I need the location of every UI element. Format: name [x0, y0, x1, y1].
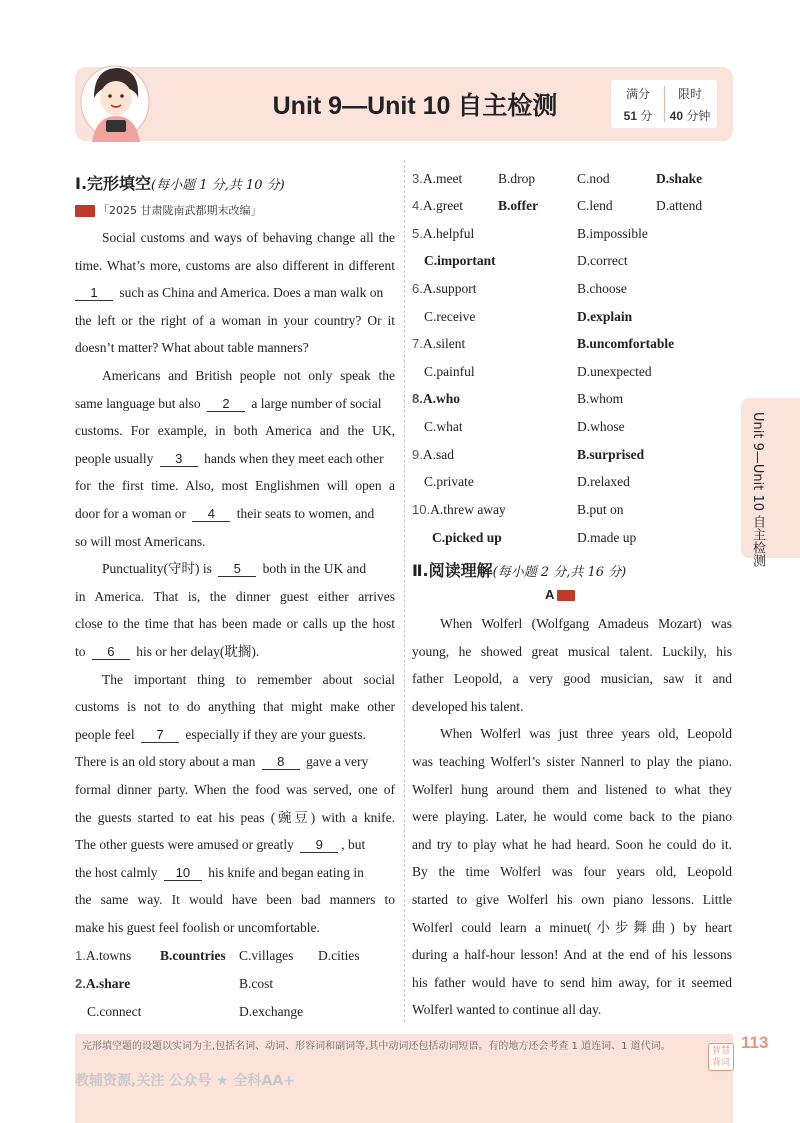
question-9-options [412, 446, 732, 464]
q5-option-b[interactable]: B.impossible [577, 226, 648, 241]
passage-line: time. What’s more, customs are also different in different [75, 257, 395, 273]
passage-line: developed his talent. [412, 698, 524, 714]
q7-option-c[interactable]: C.painful [424, 364, 475, 379]
full-score-label: 满分 [625, 87, 650, 101]
question-8-options-cont [412, 418, 732, 436]
q10-option-d[interactable]: D.made up [577, 530, 637, 545]
q8-option-d[interactable]: D.whose [577, 419, 625, 434]
passage-line: Social customs and ways of behaving change all the [102, 230, 395, 245]
q8-option-c[interactable]: C.what [424, 419, 463, 434]
passage-line: close to the time that has been made or calls up the host [75, 616, 395, 632]
passage-line: same language but also 2 a large number of social [75, 395, 382, 411]
side-tab-label: Unit 9—Unit 10 自主检测 [750, 412, 765, 568]
question-5-options [412, 225, 732, 243]
q8-option-b[interactable]: B.whom [577, 391, 624, 406]
q1-option-a[interactable]: 1.A.towns [75, 948, 132, 963]
q2-option-d[interactable]: D.exchange [239, 1004, 304, 1019]
q10-option-b[interactable]: B.put on [577, 502, 624, 517]
time-label: 限时 [677, 87, 702, 101]
blank-1: 1 [75, 285, 113, 301]
q5-option-d[interactable]: D.correct [577, 253, 628, 268]
q3-option-c[interactable]: C.nod [577, 171, 610, 186]
question-8-options [412, 390, 732, 408]
passage-line: father Leopold, a very good musician, saw it and [412, 671, 732, 687]
passage-line: There is an old story about a man 8 gave a very [75, 754, 369, 770]
passage-line: the same way. It would have been bad manners to [75, 892, 395, 908]
cloze-passage [75, 228, 395, 935]
passage-line: customs. For example, in both America and the UK, [75, 423, 395, 439]
blank-8: 8 [262, 754, 300, 770]
passage-line: Wolferl could learn a minuet(小步舞曲) by heart [412, 919, 732, 935]
passage-line: formal dinner party. When the food was served, one of [75, 782, 395, 797]
q7-option-b[interactable]: B.uncomfortable [577, 336, 675, 351]
blank-7: 7 [141, 727, 179, 743]
passage-line: Americans and British people not only speak the [102, 368, 395, 383]
passage-line: for the first time. Also, most Englishmen will open a [75, 478, 395, 494]
passage-line: was teaching Wolferl’s sister Nannerl to play the piano. [412, 754, 732, 769]
passage-line: in America. That is, the dinner guest either arrives [75, 588, 395, 604]
passage-line: young, he showed great musical talent. Luckily, his [412, 643, 732, 659]
reading-passage [412, 614, 732, 1018]
passage-line: were playing. Later, he would come back to the piano [412, 809, 732, 825]
q1-option-d[interactable]: D.cities [318, 948, 360, 963]
q9-option-d[interactable]: D.relaxed [577, 474, 630, 489]
q9-option-a[interactable]: 9.A.sad [412, 447, 454, 462]
section2-heading: Ⅱ.阅读理解(每小题 2 分,共 16 分) [412, 561, 627, 580]
blank-5: 5 [218, 561, 256, 577]
passage-line: 1 such as China and America. Does a man walk on [75, 283, 395, 303]
question-10-options [412, 501, 732, 519]
passage-line: Wolferl hung around them and listened to what they [412, 781, 732, 797]
source-note: 「2025 甘肃陇南武都期末改编」 [75, 202, 262, 216]
passage-line: during a half-hour lesson! And at the end of his lessons [412, 947, 732, 963]
q6-option-b[interactable]: B.choose [577, 281, 627, 296]
blank-10: 10 [164, 865, 202, 881]
source-tag-icon [75, 205, 95, 217]
time-limit: 40 分钟 [669, 109, 711, 123]
passage-line: so will most Americans. [75, 533, 206, 549]
question-4-options [412, 197, 732, 215]
score-box [611, 80, 717, 128]
q7-option-d[interactable]: D.unexpected [577, 364, 652, 379]
passage-line: Punctuality(守时) is 5 both in the UK and [102, 561, 367, 577]
passage-line: to 6 his or her delay(耽搁). [75, 644, 260, 659]
blank-6: 6 [92, 644, 130, 660]
passage-a-label: A [545, 587, 575, 602]
score-divider [664, 86, 665, 122]
question-6-options [412, 280, 732, 298]
q9-option-c[interactable]: C.private [424, 474, 474, 489]
q6-option-d[interactable]: D.explain [577, 309, 633, 324]
passage-line: When Wolferl (Wolfgang Amadeus Mozart) was [440, 616, 732, 631]
q4-option-b[interactable]: B.offer [498, 198, 539, 213]
q10-option-a[interactable]: 10.A.threw away [412, 502, 506, 517]
blank-9: 9 [300, 837, 338, 853]
q9-option-b[interactable]: B.surprised [577, 447, 645, 462]
passage-line: started to give Wolferl his own piano lessons. Little [412, 892, 732, 907]
q4-option-d[interactable]: D.attend [656, 198, 703, 213]
passage-line: the left or the right of a woman in your country? Or it [75, 312, 395, 328]
passage-line: and try to play what he had heard. Soon he could do it. [412, 836, 732, 852]
q8-option-a[interactable]: 8.A.who [412, 391, 460, 406]
column-divider [404, 160, 405, 1022]
q3-option-a[interactable]: 3.A.meet [412, 171, 463, 186]
passage-line: The other guests were amused or greatly 9 , but [75, 837, 366, 853]
watermark: 教辅资源,关注 公众号 ★ 全科AA+ [75, 1073, 295, 1089]
passage-line: the host calmly 10 his knife and began eating in [75, 864, 364, 880]
q2-option-c[interactable]: C.connect [87, 1004, 142, 1019]
passage-a-tag-icon [557, 590, 575, 601]
q2-option-b[interactable]: B.cost [239, 976, 274, 991]
q3-option-d[interactable]: D.shake [656, 171, 703, 186]
q5-option-a[interactable]: 5.A.helpful [412, 226, 475, 241]
question-3-options [412, 170, 732, 188]
page-title: Unit 9—Unit 10 自主检测 [272, 92, 558, 120]
passage-line: When Wolferl was just three years old, Leopold [440, 726, 732, 742]
blank-3: 3 [160, 451, 198, 467]
q10-option-c[interactable]: C.picked up [432, 530, 502, 545]
q4-option-a[interactable]: 4.A.greet [412, 198, 463, 213]
q3-option-b[interactable]: B.drop [498, 171, 536, 186]
blank-2: 2 [207, 396, 245, 412]
section1-heading: Ⅰ.完形填空(每小题 1 分,共 10 分) [75, 174, 285, 193]
question-2-options-cont [75, 1003, 395, 1021]
q5-option-c[interactable]: C.important [424, 253, 496, 268]
passage-line: customs is not to do anything that might make other [75, 699, 395, 715]
passage-line: make his guest feel foolish or uncomfortable. [75, 920, 320, 935]
passage-line: By the time Wolferl was four years old, Leopold [412, 864, 732, 880]
q6-option-a[interactable]: 6.A.support [412, 281, 477, 296]
question-9-options-cont [412, 473, 732, 491]
question-7-options [412, 335, 732, 353]
q6-option-c[interactable]: C.receive [424, 309, 476, 324]
blank-4: 4 [192, 506, 230, 522]
question-10-options-cont [412, 529, 732, 547]
question-6-options-cont [412, 308, 732, 326]
wisdom-stamp-icon: 智慧背词 [708, 1043, 734, 1071]
passage-line: doesn’t matter? What about table manners? [75, 340, 309, 356]
passage-line: Wolferl wanted to continue all day. [412, 1002, 602, 1018]
page-number: 113 [741, 1033, 769, 1052]
full-score: 51 分 [623, 109, 653, 123]
question-7-options-cont [412, 363, 732, 381]
q1-option-c[interactable]: C.villages [239, 948, 294, 963]
passage-line: door for a woman or 4 their seats to women, and [75, 506, 375, 521]
q1-option-b[interactable]: B.countries [160, 948, 226, 963]
passage-line: people usually 3 hands when they meet each other [75, 450, 384, 466]
q7-option-a[interactable]: 7.A.silent [412, 336, 466, 351]
question-1-options [75, 947, 395, 965]
passage-line: people feel 7 especially if they are your guests. [75, 726, 367, 742]
passage-line: The important thing to remember about social [102, 671, 395, 687]
question-5-options-cont [412, 252, 732, 270]
passage-line: his father would have to send him away, for it seemed [412, 974, 732, 990]
q2-option-a[interactable]: 2.A.share [75, 976, 131, 991]
teacher-avatar-icon [76, 58, 154, 142]
question-2-options [75, 975, 395, 993]
passage-line: the guests started to eat his peas (豌豆) with a knife. [75, 809, 395, 825]
q4-option-c[interactable]: C.lend [577, 198, 613, 213]
footer-tip: 完形填空题的设题以实词为主,包括名词、动词、形容词和副词等,其中动词还包括动词短语。有的地方还会考查 1 道连词、1 道代词。 [82, 1041, 671, 1052]
